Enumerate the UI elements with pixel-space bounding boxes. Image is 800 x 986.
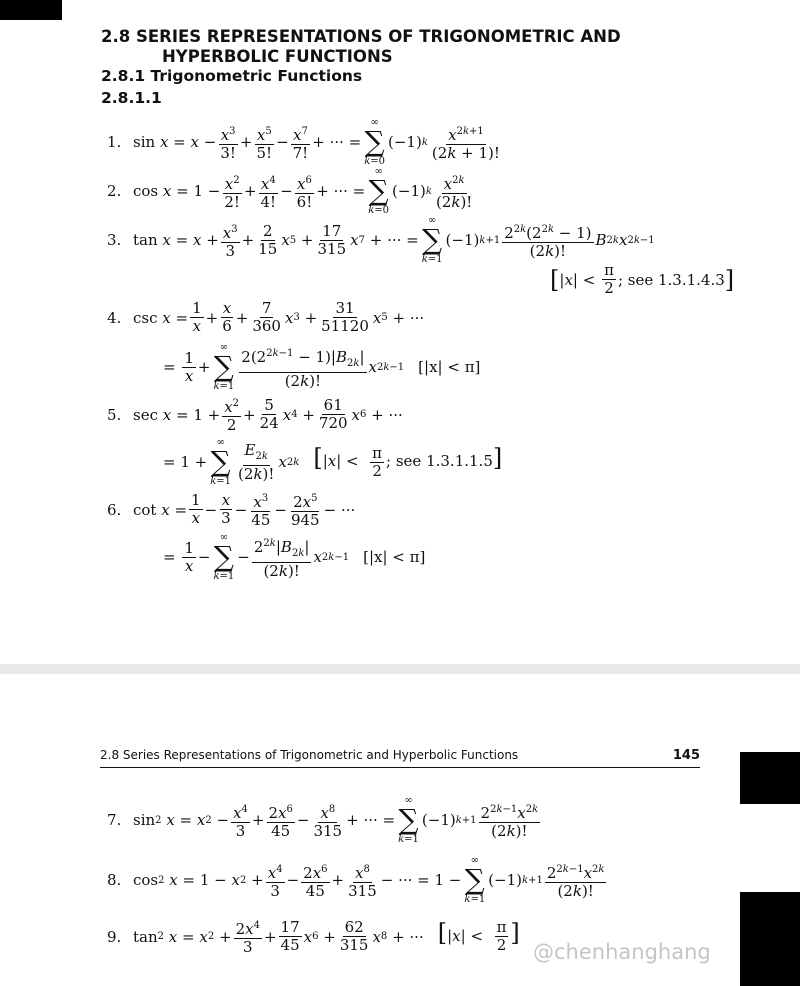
- equation-number: 7.: [107, 811, 122, 829]
- section-title-line1: SERIES REPRESENTATIONS OF TRIGONOMETRIC AND: [135, 27, 621, 46]
- equation-7: 7. sin 2 x = x 2 − $\frac{x^4}{3}$ + $\frac{2x^6}{45}$ − $\frac{x^8}{315}$ + ··· = ∞ ∑ k=1 (−1) k+1 $\frac{2^{2k-1}x^{2k}}{(2k)!}$: [107, 795, 539, 845]
- header-rule: [100, 767, 700, 768]
- equation-6: 6. cot x = $\frac{1}{x}$ − $\frac{x}{3}$ − $\frac{x^3}{45}$ − $\frac{2x^5}{945}$ − ···: [107, 491, 356, 529]
- equation-2: 2. cos x = 1 − $\frac{x^2}{2!}$ + $\frac{x^4}{4!}$ − $\frac{x^6}{6!}$ + ··· = ∞ ∑ k=0 (−1) k $\frac{x^{2k}}{(2k)!}$: [107, 166, 473, 216]
- equation-6-sum: = $\frac{1}{x}$ − ∞ ∑ k=1 − $\frac{2^{2k}|B_{2k}|}{(2k)!}$ x 2k−1 [|x| < π]: [163, 532, 426, 582]
- subsection-heading: 2.8.1 Trigonometric Functions: [101, 67, 363, 85]
- watermark: @chenhanghang: [533, 940, 711, 964]
- page-number: 145: [672, 748, 700, 763]
- equation-number: 6.: [107, 500, 122, 519]
- equation-1: 1. sin x = x − $\frac{x^3}{3!}$ + $\frac{x^5}{5!}$ − $\frac{x^7}{7!}$ + ··· = ∞ ∑ k=0 (−1) k $\frac{x^{2k+1}}{(2k + 1)!}$: [107, 117, 500, 167]
- equation-8: 8. cos 2 x = 1 − x 2 + $\frac{x^4}{3}$ − $\frac{2x^6}{45}$ + $\frac{x^8}{315}$ − ··· = 1 − ∞ ∑ k=1 (−1) k+1 $\frac{2^{2k-1}x^{2k}}{(2k)!}$: [107, 855, 605, 905]
- thumb-tab-right-1: [740, 752, 800, 804]
- equation-number: 4.: [107, 308, 122, 327]
- condition-5: see 1.3.1.1.5: [395, 452, 493, 471]
- corner-tab-top-left: [0, 0, 62, 20]
- equation-5: 5. sec x = 1 + $\frac{x^2}{2}$ + $\frac{5}{24}$ x 4 + $\frac{61}{720}$ x 6 + ···: [107, 396, 403, 434]
- equation-9: 9. tan 2 x = x 2 + $\frac{2x^4}{3}$ + $\frac{17}{45}$ x 6 + $\frac{62}{315}$ x 8 + ··· [|x| < $\frac{\pi}{2}$ ]: [107, 918, 520, 956]
- condition-6: [|x| < π]: [363, 548, 426, 566]
- equation-number: 8.: [107, 871, 122, 889]
- condition-4: [|x| < π]: [418, 358, 481, 376]
- section-title-line2: HYPERBOLIC FUNCTIONS: [162, 47, 393, 66]
- equation-3: 3. tan x = x + $\frac{x^3}{3}$ + $\frac{2}{15}$ x 5 + $\frac{17}{315}$ x 7 + ··· = ∞ ∑ k=1 (−1) k+1 $\frac{2^{2k}(2^{2k} - 1)}{(2k)!}$ B 2k x 2k−1: [107, 215, 655, 265]
- equation-number: 5.: [107, 405, 122, 424]
- page-divider: [0, 664, 800, 674]
- equation-4-sum: = $\frac{1}{x}$ + ∞ ∑ k=1 $\frac{2(2^{2k-1} - 1)|B_{2k}|}{(2k)!}$ x 2k−1 [|x| < π]: [163, 342, 481, 392]
- equation-number: 2.: [107, 182, 122, 200]
- equation-5-sum: = 1 + ∞ ∑ k=1 $\frac{E_{2k}}{(2k)!}$ x 2k [|x| < $\frac{\pi}{2}$ ; see 1.3.1.1.5]: [163, 437, 503, 487]
- equation-number: 3.: [107, 231, 122, 249]
- running-header-title: 2.8 Series Representations of Trigonometric and Hyperbolic Functions: [100, 748, 519, 762]
- section-heading: [101, 27, 621, 67]
- thumb-tab-right-2: [740, 892, 800, 986]
- condition-3: [ | x | < $\frac{\pi}{2}$ ; see 1.3.1.4.3 ]: [550, 261, 735, 297]
- equation-4: 4. csc x = $\frac{1}{x}$ + $\frac{x}{6}$ + $\frac{7}{360}$ x 3 + $\frac{31}{51120}$ x 5 + ···: [107, 299, 425, 335]
- equation-number: 9.: [107, 927, 122, 946]
- section-number: 2.8: [101, 27, 131, 46]
- running-header: [100, 748, 700, 763]
- equation-number: 1.: [107, 133, 122, 151]
- subsubsection-heading: 2.8.1.1: [101, 89, 162, 107]
